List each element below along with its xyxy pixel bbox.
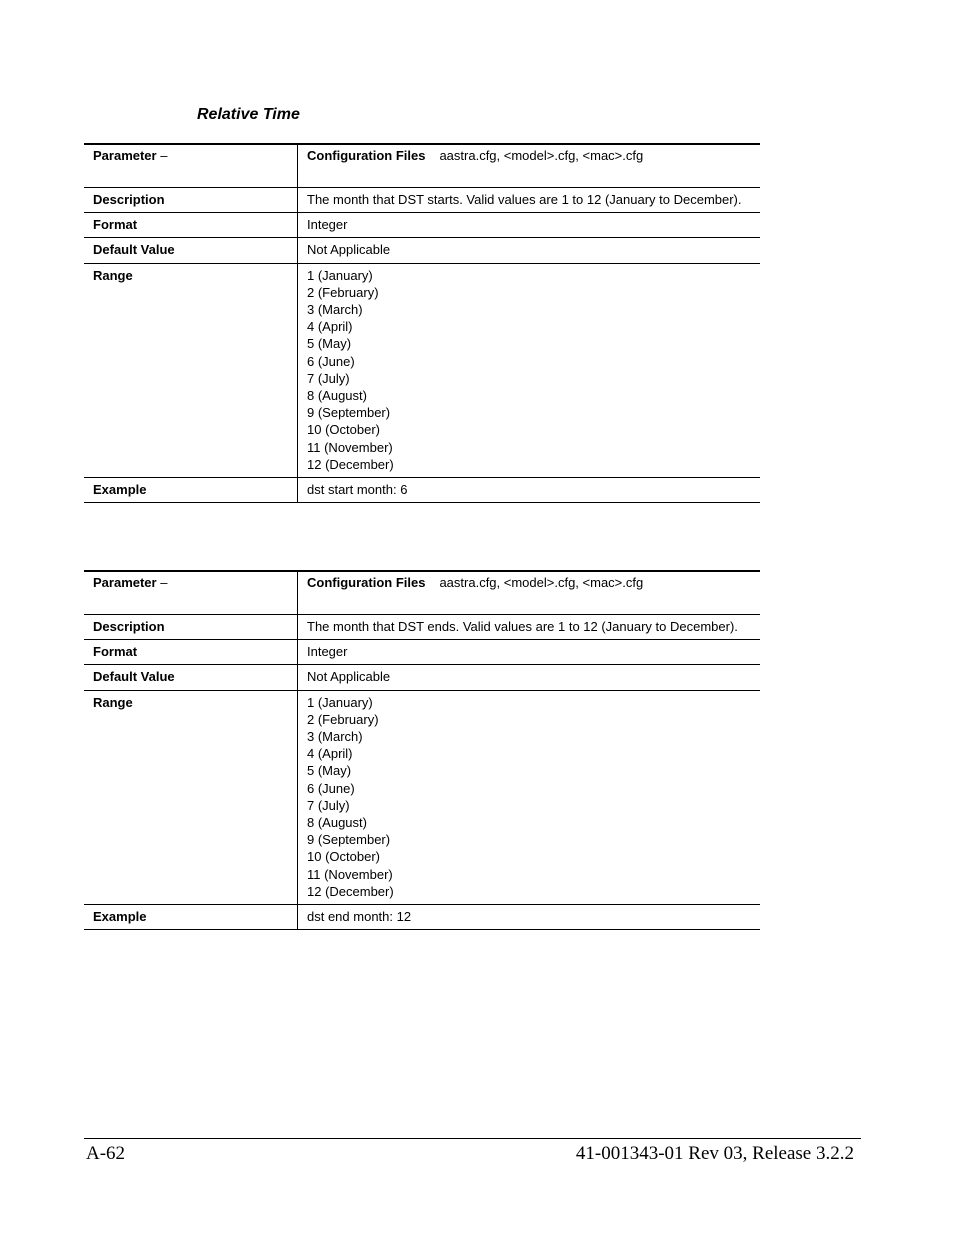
range-label: Range (84, 263, 298, 477)
description-label: Description (84, 615, 298, 640)
range-item: 6 (June) (307, 780, 355, 796)
range-item: 1 (January) (307, 267, 373, 283)
default-value-value: Not Applicable (298, 238, 761, 263)
range-item: 3 (March) (307, 302, 363, 318)
range-item: 8 (August) (307, 388, 367, 404)
format-value: Integer (298, 640, 761, 665)
parameter-label-cell (84, 571, 298, 615)
table-row (84, 188, 760, 213)
example-value: dst start month: 6 (298, 478, 761, 503)
range-item: 6 (June) (307, 353, 355, 369)
table-row (84, 213, 760, 238)
description-label: Description (84, 188, 298, 213)
table-row (84, 238, 760, 263)
range-item: 8 (August) (307, 815, 367, 831)
description-value: The month that DST ends. Valid values are 1 to 12 (January to December). (298, 615, 761, 640)
example-label: Example (84, 905, 298, 930)
page-number: A-62 (86, 1143, 126, 1164)
parameter-label: Parameter (93, 148, 157, 163)
table-header-row (84, 571, 760, 615)
section-heading: Relative Time (197, 106, 300, 123)
range-item: 4 (April) (307, 319, 353, 335)
table-row (84, 263, 760, 477)
default-value-label: Default Value (84, 238, 298, 263)
parameter-label: Parameter (93, 575, 157, 590)
range-item: 3 (March) (307, 729, 363, 745)
config-files-label: Configuration Files (307, 575, 426, 590)
range-item: 11 (November) (307, 439, 393, 455)
config-files-cell (298, 144, 761, 188)
format-value: Integer (298, 213, 761, 238)
range-item: 2 (February) (307, 711, 379, 727)
range-item: 12 (December) (307, 456, 394, 472)
parameter-table-dst-start-month (84, 143, 760, 503)
document-id: 41-001343-01 Rev 03, Release 3.2.2 (575, 1143, 854, 1164)
config-files-value: aastra.cfg, <model>.cfg, <mac>.cfg (439, 575, 644, 590)
table-row (84, 478, 760, 503)
parameter-label-cell (84, 144, 298, 188)
format-label: Format (84, 213, 298, 238)
range-item: 4 (April) (307, 746, 353, 762)
range-item: 10 (October) (307, 849, 380, 865)
range-item: 2 (February) (307, 284, 379, 300)
table-row (84, 615, 760, 640)
range-item: 12 (December) (307, 883, 394, 899)
range-item: 9 (September) (307, 405, 391, 421)
table-row (84, 905, 760, 930)
default-value-label: Default Value (84, 665, 298, 690)
range-item: 5 (May) (307, 336, 352, 352)
range-values (298, 263, 761, 477)
config-files-cell (298, 571, 761, 615)
example-value: dst end month: 12 (298, 905, 761, 930)
table-row (84, 640, 760, 665)
parameter-table-dst-end-month (84, 570, 760, 930)
range-item: 1 (January) (307, 694, 373, 710)
table-header-row (84, 144, 760, 188)
range-item: 9 (September) (307, 832, 391, 848)
description-value: The month that DST starts. Valid values are 1 to 12 (January to December). (298, 188, 761, 213)
example-label: Example (84, 478, 298, 503)
format-label: Format (84, 640, 298, 665)
parameter-dash: – (156, 148, 168, 163)
range-item: 10 (October) (307, 422, 380, 438)
config-files-label: Configuration Files (307, 148, 426, 163)
range-item: 11 (November) (307, 866, 393, 882)
config-files-value: aastra.cfg, <model>.cfg, <mac>.cfg (439, 148, 644, 163)
table-row (84, 690, 760, 904)
range-item: 7 (July) (307, 370, 350, 386)
range-label: Range (84, 690, 298, 904)
range-values (298, 690, 761, 904)
parameter-dash: – (156, 575, 168, 590)
range-item: 7 (July) (307, 797, 350, 813)
range-item: 5 (May) (307, 763, 352, 779)
default-value-value: Not Applicable (298, 665, 761, 690)
footer-divider (84, 1138, 861, 1139)
table-row (84, 665, 760, 690)
